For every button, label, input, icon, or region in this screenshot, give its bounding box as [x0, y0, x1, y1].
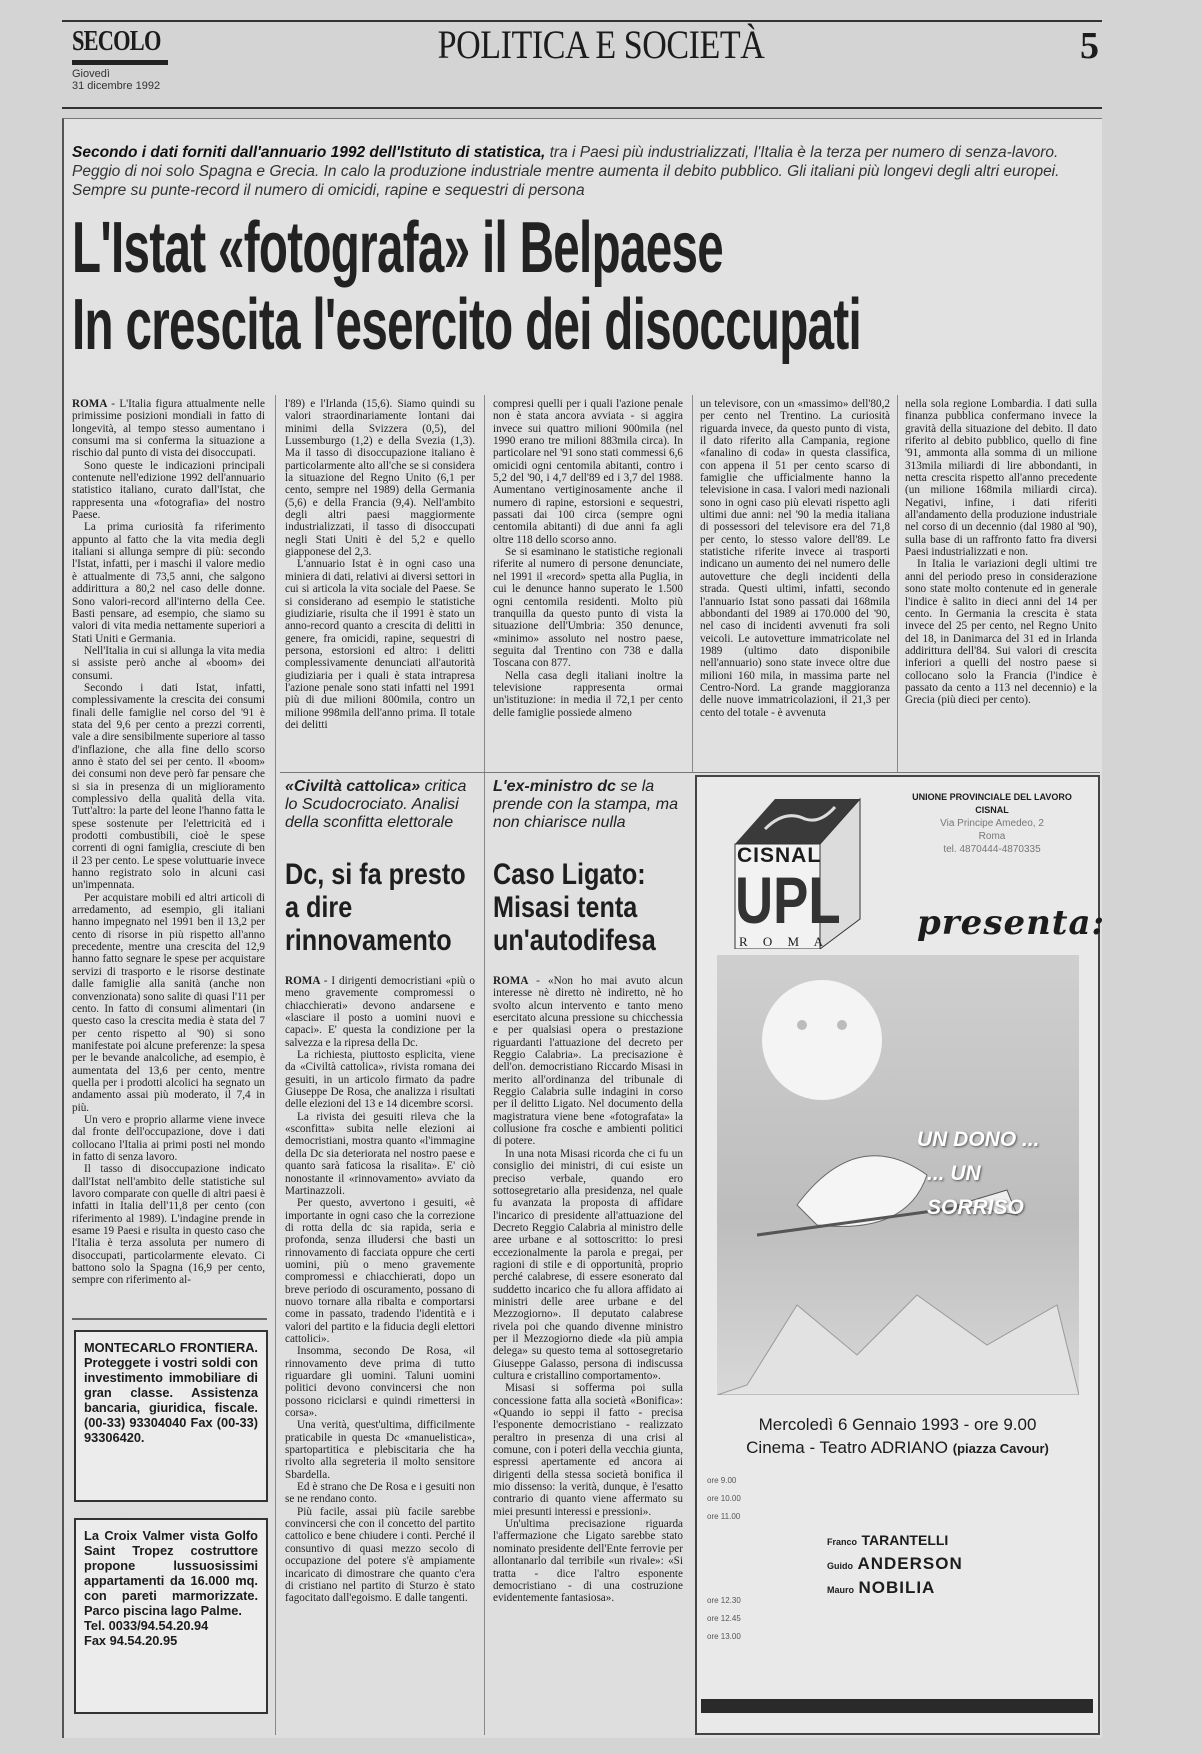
paragraph: L'annuario Istat è in ogni caso una miniera di dati, relativi ai diversi settori in cui si articola la vita sociale del Paese. Se si considerano ad esempio le statistiche giudiziarie, risulta che il 1991 è stato un anno-record quanto a crescita di delitti in genere, fra omicidi, rapine, sequestri di persona, estorsioni ed altro: i delitti complessivamente denunciati all'autorità giudiziaria per i quali è stata intrapresa l'azione penale sono stati infatti nel 1991 più di due milioni 800mila, contro un milione 998mila dell'anno prima. Il totale dei delitti	[285, 558, 475, 731]
issue-date-text: 31 dicembre 1992	[72, 80, 161, 92]
paragraph: In Italia le variazioni degli ultimi tre anni del periodo preso in considerazione sono state molto contenute ed in generale l'indice è salito in dieci anni del 14 per cento. In Germania la crescita è stata invece del 25 per cento, nel Regno Unito del 18, in Danimarca del 31 ed in Irlanda addirittura dell'84. Sui valori di crescita inferiori a quelli del nostro paese si collocano solo la Francia (l'indice è passato da cento a 113 nel decennio) e la Grecia (più dieci per cento).	[905, 558, 1097, 707]
org-name-2: CISNAL	[975, 805, 1009, 815]
deck-bold: Secondo i dati forniti dall'annuario 1992 dell'Istituto di statistica,	[72, 144, 546, 161]
logo-roma: R O M A	[739, 934, 830, 949]
header-rule	[62, 107, 1102, 109]
paragraph: ROMA - L'Italia figura attualmente nelle primissime posizioni mondiali in fatto di longevità, al tempo stesso aumentano i consumi ma si conferma la situazione a rischio dal punto di vista dei disoccupati.	[72, 398, 265, 460]
paragraph: Secondo i dati Istat, infatti, complessivamente la crescita dei consumi finali delle famiglie nel corso del '91 è stata del 9,6 per cento a prezzi correnti, vale a dire sensibilmente superiore al tasso d'inflazione, che alla fine dello scorso anno è stato del sei per cento. Il «boom» dei consumi non deve però far pensare che si sia in presenza di un miglioramento complessivo della qualità della vita. Tutt'altro: la parte del leone l'hanno fatta le spese sostenute per l'elettricità ed i prodotti combustibili, cioè le spese correnti di ogni famiglia, cresciute di ben il 23 per cento. Le spese voluttuarie invece hanno registrato solo in alcuni casi un'impennata.	[72, 681, 265, 892]
dc-title	[285, 858, 500, 957]
event-venue: Cinema - Teatro ADRIANO	[746, 1438, 949, 1457]
column-divider	[275, 395, 276, 1735]
event-date: Mercoledì 6 Gennaio 1993 - ore 9.00	[758, 1415, 1037, 1434]
slogan-line-2: ... UN SORRISO	[927, 1162, 1024, 1219]
paragraph: La richiesta, piuttosto esplicita, viene da «Civiltà cattolica», rivista romana dei gesuiti, in un articolo firmato da padre Giuseppe De Rosa, che analizza i risultati delle elezioni del 13 e 14 dicembre scorsi.	[285, 1049, 475, 1111]
dateline: ROMA	[285, 975, 324, 987]
dc-kicker-rest: critica lo Scudocrociato. Analisi della sconfitta elettorale	[285, 778, 467, 831]
masthead: SECOLO	[72, 26, 161, 57]
ligato-title-line: un'autodifesa	[493, 924, 656, 957]
ligato-kicker-rest: se la prende con la stampa, ma non chiarisce nulla	[493, 778, 678, 831]
paragraph: Più facile, assai più facile sarebbe convincersi che con il concetto del partito cattolico e bene chiudere i conti. Perché il consuntivo di quasi mezzo secolo di occupazione del potere s'è ampiamente incaricato di dimostrare che quanto c'era di cristiano nel partito di Sturzo è stato fagocitato dall'egoismo. E dalle tangenti.	[285, 1505, 475, 1605]
paragraph: Se si esaminano le statistiche regionali riferite al numero di persone denunciate, nel 1991 il «record» spetta alla Puglia, in cui le denunce hanno superato le 1.500 ogni centomila residenti. Molto più tranquilla da questo punto di vista la situazione dell'Umbria: 350 denunce, «minimo» assoluto nel nostro paese, seguita dal Trentino con 738 e dalla Toscana con 877.	[493, 546, 683, 670]
ligato-body	[493, 975, 683, 1715]
page-number: 5	[1080, 25, 1099, 67]
guest-last: NOBILIA	[858, 1578, 936, 1597]
ad-rule	[72, 1318, 267, 1320]
ligato-title	[493, 858, 687, 957]
paragraph: Un'ultima precisazione riguarda l'affermazione che Ligato sarebbe stato nominato presidente dell'Ente ferrovie per allontanarlo dal terribile «un rivale»: «Si tratta - dice l'altro esponente democristiano - di una costruzione evidentemente fantasiosa».	[493, 1518, 683, 1605]
paragraph: Nella casa degli italiani inoltre la televisione rappresenta ormai un'istituzione: in media il 72,1 per cento delle famiglie possiede almeno	[493, 669, 683, 719]
paragraph: Nell'Italia in cui si allunga la vita media si assiste però anche al «boom» dei consumi.	[72, 644, 265, 682]
main-column-5	[905, 398, 1097, 770]
ligato-kicker	[493, 778, 689, 852]
paragraph: Misasi si sofferma poi sulla concessione fatta alla società «Bonifica»: «Quando io seppi il fatto - precisa l'esponente democristiano - realizzato peraltro in presenza di una crisi al comune, con i poteri della vecchia giunta, espressi apertamente ed ancora ai dirigenti della stessa società bonifica il mio dissenso: la verità, dunque, è l'esatto contrario di quanto viene affermato su miei presunti interessi e pressioni».	[493, 1382, 683, 1518]
headline-line-2: In crescita l'esercito dei disoccupati	[72, 285, 862, 365]
dc-kicker-bold: «Civiltà cattolica»	[285, 778, 421, 795]
logo-cisnal: CISNAL	[737, 844, 822, 867]
schedule-time: ore 11.00	[707, 1512, 741, 1521]
guest-first: Mauro	[827, 1585, 854, 1595]
main-column-4	[700, 398, 890, 770]
dateline: ROMA	[493, 975, 537, 987]
paragraph: Insomma, secondo De Rosa, «il rinnovamento deve prima di tutto riguardare gli uomini. Taluni uomini politici devono convincersi che non possono riciclarsi e quindi rimettersi in corsa».	[285, 1345, 475, 1420]
dc-title-line: a dire	[285, 891, 353, 924]
guest-first: Guido	[827, 1561, 853, 1571]
logo-upl: UPL	[735, 863, 841, 937]
deck-rest: tra i Paesi più industrializzati, l'Italia è la terza per numero di senza-lavoro. Peggio di noi solo Spagna e Grecia. In calo la produzione industriale mentre aumenta il debito pubblico. Gli italiani più longevi degli altri europei. Sempre su punte-record il numero di omicidi, rapine e sequestri di persona	[72, 144, 1060, 199]
dateline: ROMA	[72, 398, 112, 410]
ligato-kicker-bold: L'ex-ministro dc	[493, 778, 616, 795]
paragraph: l'89) e l'Irlanda (15,6). Siamo quindi su valori straordinariamente lontani dai minimi della Svizzera (0,5), del Lussemburgo (1,2) e della Svezia (1,3). Ma il tasso di disoccupazione italiano è particolarmente alto all'che se si considera la situazione del Regno Unito (6,1 per cento, sempre nel 1989) della Germania (5,6) e della Francia (9,4). Nell'ambito degli altri paesi maggiormente industrializzati, il tasso di disoccupati negli Stati Uniti è del 5,2 e quello giapponese del 2,3.	[285, 398, 475, 559]
guest-list	[827, 1529, 963, 1601]
paragraph: Per acquistare mobili ed altri articoli di arredamento, ad esempio, gli italiani hanno impegnato nel 1991 ben il 13,2 per cento di risorse in più rispetto all'anno precedente, mentre una crescita del 12,9 hanno fatto segnare le spese per acquistare servizi di trasporto e le risorse destinate dalle famiglie alla sanità (anche non convenzionata) sono salite di quasi l'11 per cento. In fatto di consumi alimentari (in questo caso la crescita media è stata del 7 per cento rispetto al '90) si sono manifestate poi alcune preferenze: la spesa per le bevande analcoliche, ad esempio, è aumentata del 13,6 per cento, mentre quella per i prodotti alcolici ha segnato un andamento assai più moderato, il 7,4 in più.	[72, 891, 265, 1114]
dc-body	[285, 975, 475, 1715]
paragraph: Ed è strano che De Rosa e i gesuiti non se ne rendano conto.	[285, 1481, 475, 1506]
croix-text: La Croix Valmer vista Golfo Saint Tropez costruttore propone lussuosissimi appartamenti da 16.000 mq. con pareti marmorizzate. Parco piscina lago Palme.	[84, 1528, 258, 1618]
dc-title-line: Dc, si fa presto	[285, 858, 466, 891]
section-divider	[280, 772, 1100, 773]
org-tel: tel. 4870444-4870335	[943, 844, 1041, 855]
paragraph: Un vero e proprio allarme viene invece dal fronte dell'occupazione, dove i dati collocano l'Italia ai primi posti nel mondo in fatto di senza lavoro.	[72, 1113, 265, 1163]
paragraph: Il tasso di disoccupazione indicato dall'Istat nell'ambito delle statistiche sul lavoro comparate con quelle di altri paesi è infatti in Italia dell'11,8 per cento (con riferimento al 1989). L'indagine prende in esame 19 Paesi e risulta in questo caso che l'Italia è terza assoluta per numero di disoccupati, particolarmente elevato. Ci battono solo la Spagna (16,9 per cento, sempre con riferimento al-	[72, 1163, 265, 1287]
paragraph: Per questo, avvertono i gesuiti, «è importante in ogni caso che la correzione di rotta della dc sia rapida, seria e profonda, senza illudersi che basti un rinnovamento di facciata oppure che certi uomini, più o meno gravemente compromessi e chiacchierati, dopo un breve periodo di oscuramento, possano di nuovo tornare alla ribalta e comportarsi come in passato, tradendo l'identità e i valori del partito e la fiducia degli elettori cattolici».	[285, 1197, 475, 1345]
event-venue-note: (piazza Cavour)	[952, 1441, 1049, 1456]
main-column-2	[285, 398, 475, 770]
schedule-time: ore 12.45	[707, 1614, 741, 1623]
presenta-script: presenta:	[917, 903, 1106, 943]
paragraph: nella sola regione Lombardia. I dati sulla finanza pubblica confermano invece la gravità della situazione del debito. Il dato riferito al debito pubblico, quello di fine '91, ammonta alla somma di un milione 313mila miliardi di lire abbondanti, in netta crescita rispetto all'anno precedente (un milione 168mila miliardi circa). Negativi, infine, i dati riferiti all'andamento della produzione industriale nel corso di un decennio (dal 1980 al '90), sulla base di un raffronto fatto fra diversi Paesi industrializzati e non.	[905, 398, 1097, 559]
dc-kicker	[285, 778, 481, 852]
christmas-illustration	[717, 955, 1079, 1395]
org-name: UNIONE PROVINCIALE DEL LAVORO	[912, 792, 1072, 802]
column-divider	[692, 395, 693, 773]
guest-last: ANDERSON	[857, 1554, 963, 1573]
org-address: Via Principe Amedeo, 2	[940, 818, 1044, 829]
schedule-time: ore 12.30	[707, 1596, 741, 1605]
masthead-bar	[72, 60, 168, 65]
croix-valmer-ad	[74, 1518, 268, 1714]
montecarlo-ad: MONTECARLO FRONTIERA. Proteggete i vostri soldi con investimento immobiliare di gran classe. Assistenza bancaria, giuridica, fiscale. (00-33) 93304040 Fax (00-33) 93306420.	[74, 1330, 268, 1502]
org-block	[887, 791, 1097, 856]
issue-date	[72, 68, 160, 92]
upl-cisnal-ad	[695, 775, 1106, 1735]
guest-last: TARANTELLI	[861, 1532, 949, 1548]
ligato-title-line: Misasi tenta	[493, 891, 638, 924]
schedule-times	[707, 1472, 741, 1646]
schedule-time: ore 10.00	[707, 1494, 741, 1503]
issue-day: Giovedì	[72, 68, 110, 80]
paragraph: Sono queste le indicazioni principali contenute nell'edizione 1992 dell'annuario statistico italiano, curato dall'Istat, che rappresenta una «fotografia» del nostro Paese.	[72, 459, 265, 522]
schedule-time: ore 13.00	[707, 1632, 741, 1641]
ligato-title-line: Caso Ligato:	[493, 858, 646, 891]
schedule-time: ore 9.00	[707, 1476, 737, 1485]
paragraph: un televisore, con un «massimo» dell'80,2 per cento nel Trentino. La curiosità riguarda invece, da questo punto di vista, il dato riferito alla Campania, regione «fanalino di coda» in questa classifica, con appena il 51 per cento scarso di famiglie che ufficialmente hanno la televisione in casa. I valori medi nazionali sono in ogni caso più elevati rispetto agli ultimi due anni: nel '90 la media italiana di possessori del televisore era del 71,8 per cento, lo stesso valore dell'89. Le statistiche riferite invece ai trasporti indicano un aumento dei nel numero delle autovetture che degli incidenti della strada. Questi ultimi, infatti, secondo l'annuario Istat sono passati dai 168mila abbondanti del 1989 ai 170.000 del '90, nel caso di incidenti avvenuti fra soli veicoli. Le autovetture immatricolate nel 1989 (ultimo dato disponibile nell'annuario) sono state invece oltre due milioni 160 mila, in massima parte nel Centro-Nord. La grande maggioranza delle nuove immatricolazioni, il 21,3 per cento del totale - è avvenuta	[700, 398, 890, 719]
article-deck	[72, 143, 1092, 200]
event-info	[697, 1413, 1098, 1460]
headline-line-1: L'Istat «fotografa» il Belpaese	[72, 208, 724, 288]
column-divider	[897, 395, 898, 773]
main-column-1	[72, 398, 265, 1310]
dc-title-line: rinnovamento	[285, 924, 452, 957]
paragraph: Una verità, quest'ultima, difficilmente praticabile in questa Dc «manuelistica», spartopartitica e plebiscitaria che ha rivolto alla segreteria il molto sensitore Sbardella.	[285, 1419, 475, 1481]
paragraph: compresi quelli per i quali l'azione penale non è stata ancora avviata - si aggira invece sui quattro milioni 900mila (nel 1990 erano tre milioni 883mila circa). In particolare nel '91 sono stati commessi 6,6 omicidi ogni centomila abitanti, contro i 5,2 del '90, i 4,7 dell'89 ed i 3,7 del 1988. Aumentano vertiginosamente anche il numero di rapine, estorsioni e sequestri, passati dai 100 circa (sempre ogni centomila abitanti) di due anni fa agli oltre 118 dello scorso anno.	[493, 398, 683, 546]
croix-fax: Fax 94.54.20.95	[84, 1633, 178, 1648]
croix-tel: Tel. 0033/94.54.20.94	[84, 1618, 209, 1633]
slogan	[917, 1123, 1079, 1225]
slogan-line-1: UN DONO ...	[917, 1128, 1040, 1151]
paragraph: ROMA - I dirigenti democristiani «più o meno gravemente compromessi o chiacchierati» devono andarsene e «lasciare il posto a uomini nuovi e capaci». E' questa la condizione per la salvezza e la ripresa della Dc.	[285, 975, 475, 1049]
paragraph: La rivista dei gesuiti rileva che la «sconfitta» subita nelle elezioni ai democristiani, mostra quanto «l'immagine della Dc sia deteriorata nel nostro paese e quanto sarà faticosa la risalita». E' ciò nonostante il «rinnovamento» avviato da Martinazzoli.	[285, 1110, 475, 1197]
section-title: POLITICA E SOCIETÀ	[437, 22, 765, 67]
column-divider	[484, 395, 485, 1735]
paragraph: ROMA - «Non ho mai avuto alcun interesse nè diretto nè indiretto, nè ho svolto alcun intervento e tanto meno esercitato alcuna pressione su chicchessia e per qualsiasi opera o prestazione riguardanti l'attuazione del decreto per Reggio Calabria». La precisazione è dell'on. democristiano Riccardo Misasi in merito all'ordinanza del tribunale di Reggio Calabria sulle indagini in corso per il delitto Ligato. Nel documento della magistratura viene bene «fotografata» la collusione fra cosche e ambienti politici di potere.	[493, 975, 683, 1148]
guest-first: Franco	[827, 1537, 858, 1547]
paragraph: In una nota Misasi ricorda che ci fu un consiglio dei ministri, di cui esiste un preciso verbale, quando ero sottosegretario alla presidenza, nel quale fu avanzata la proposta di affidare l'incarico di presidente all'attuazione del Decreto Reggio Calabria al ministro delle aree urbane e al sottoscritto: lo presi eccezionalmente la parola e pregai, per ragioni di stile e di opportunità, proprio perché calabrese, di essere esonerato dal suddetto incarico che fu allora affidato ai ministri delle aree urbane e del Mezzogiorno». Il deputato calabrese rivela poi che quando divenne ministro per il Mezzogiorno diede «la più ampia delega» su questo tema al sottosegretario Giuseppe Galasso, persona di indiscussa cultura e cristallino comportamento».	[493, 1147, 683, 1382]
org-city: Roma	[978, 831, 1006, 842]
main-column-3	[493, 398, 683, 770]
ad-footer-bar	[701, 1699, 1093, 1713]
paragraph: La prima curiosità fa riferimento appunto al fatto che la vita media degli italiani si allunga sempre di più: secondo l'Istat, infatti, per i maschi il valore medio è attualmente di 73,5 anni, che salgono addirittura a 80,2 nel caso delle donne. Sono valori-record all'interno della Cee. Basti pensare, ad esempio, che siamo su valori di vita media nettamente superiori a Stati Uniti e Germania.	[72, 521, 265, 645]
